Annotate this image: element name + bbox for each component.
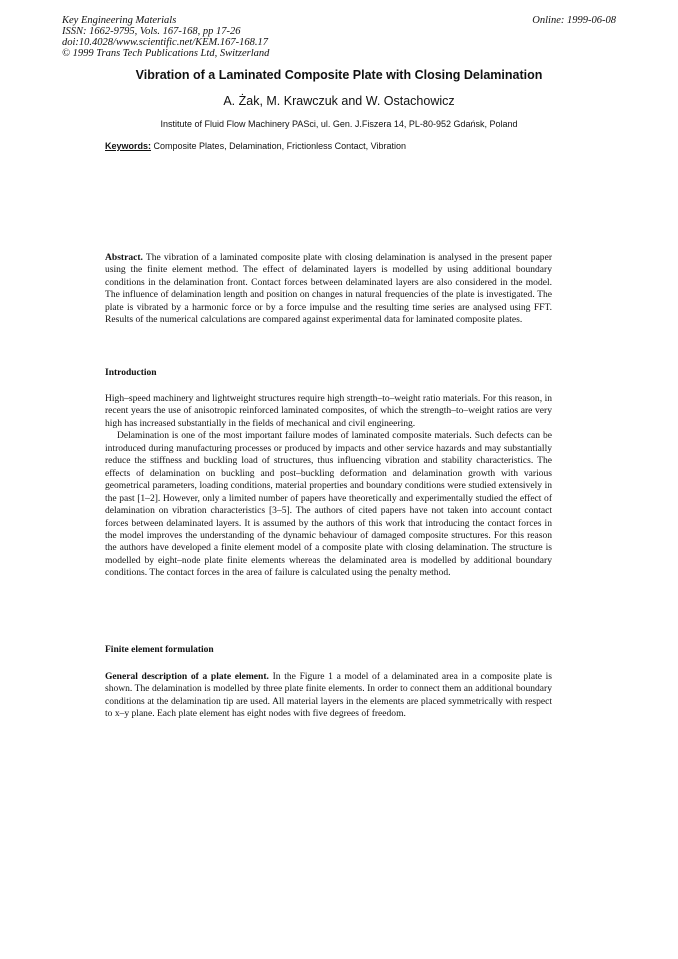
keywords-label: Keywords: [105, 141, 152, 151]
introduction-paragraph-1: High–speed machinery and lightweight structures require high strength–to–weight ratio materials. For this reason, in recent years the use of anisotropic reinforced laminated composites, of which the strength–to–weight ratios are very high has increased substantially in the fields of mechanical and civil engineering. [105, 393, 552, 429]
paper-title: Vibration of a Laminated Composite Plate with Closing Delamination [135, 68, 543, 82]
keywords-text: Composite Plates, Delamination, Frictionless Contact, Vibration [153, 141, 406, 151]
fe-section-text: In the Figure 1 a model of a delaminated area in a composite plate is shown. The delamination is modelled by three plate finite elements. In order to connect them an additional boundary conditions at the delamination tip are used. All material layers in the elements are placed symmetrically with respect to x–y plane. Each plate element has eight nodes with five degrees of freedom. [105, 671, 553, 720]
journal-name: Key Engineering Materials [62, 15, 177, 26]
fe-section-heading: Finite element formulation [105, 645, 214, 655]
doi-line: doi:10.4028/www.scientific.net/KEM.167-168.17 [62, 37, 268, 48]
authors: A. Żak, M. Krawczuk and W. Ostachowicz [223, 94, 455, 108]
online-date: Online: 1999-06-08 [532, 15, 616, 26]
introduction-body [105, 393, 552, 580]
introduction-paragraph-2: Delamination is one of the most important failure modes of laminated composite materials. Such defects can be introduced during manufacturing processes or produced by impacts and other service hazards and may substantially reduce the stiffness and buckling load of structures, thus influencing vibration and stability characteristics. The effects of delamination on buckling and post–buckling deformation and delamination growth with various geometrical parameters, loading conditions, material properties and boundary conditions were studied extensively in the past [1–2]. However, only a limited number of papers have theoretically and experimentally studied the effect of delamination on vibration characteristics [3–5]. The authors of cited papers have not taken into account contact forces between delaminated layers. It is assumed by the authors of this work that introducing the contact forces in the model improves the understanding of the dynamic behaviour of damaged composite structures. For this reason the authors have developed a finite element model of a composite plate with closing delamination. The structure is modelled by eight–node plate finite elements whereas the delaminated area is modelled by additional boundary conditions. The contact forces in the area of failure is calculated using the penalty method. [105, 430, 552, 579]
fe-subheading: General description of a plate element. [105, 671, 269, 682]
abstract-label: Abstract. [105, 252, 143, 263]
copyright-line: © 1999 Trans Tech Publications Ltd, Switzerland [62, 48, 270, 59]
introduction-heading: Introduction [105, 368, 157, 378]
journal-header [62, 15, 269, 59]
keywords [105, 141, 406, 151]
fe-section-body [105, 671, 552, 721]
issn-line: ISSN: 1662-9795, Vols. 167-168, pp 17-26 [62, 26, 241, 37]
abstract-text: The vibration of a laminated composite plate with closing delamination is analysed in the present paper using the finite element method. The effect of delaminated layers is modelled by using additional boundary conditions in the delamination front. Contact forces between delaminated layers are also considered in the model. The influence of delamination length and position on changes in natural frequencies of the plate is investigated. The plate is vibrated by a harmonic force or by a force impulse and the resulting time series are analysed using FFT. Results of the numerical calculations are compared against experimental data for laminated composite plates. [105, 252, 552, 326]
affiliation: Institute of Fluid Flow Machinery PASci, ul. Gen. J.Fiszera 14, PL-80-952 Gdańsk, Poland [160, 119, 518, 129]
abstract [105, 252, 552, 327]
